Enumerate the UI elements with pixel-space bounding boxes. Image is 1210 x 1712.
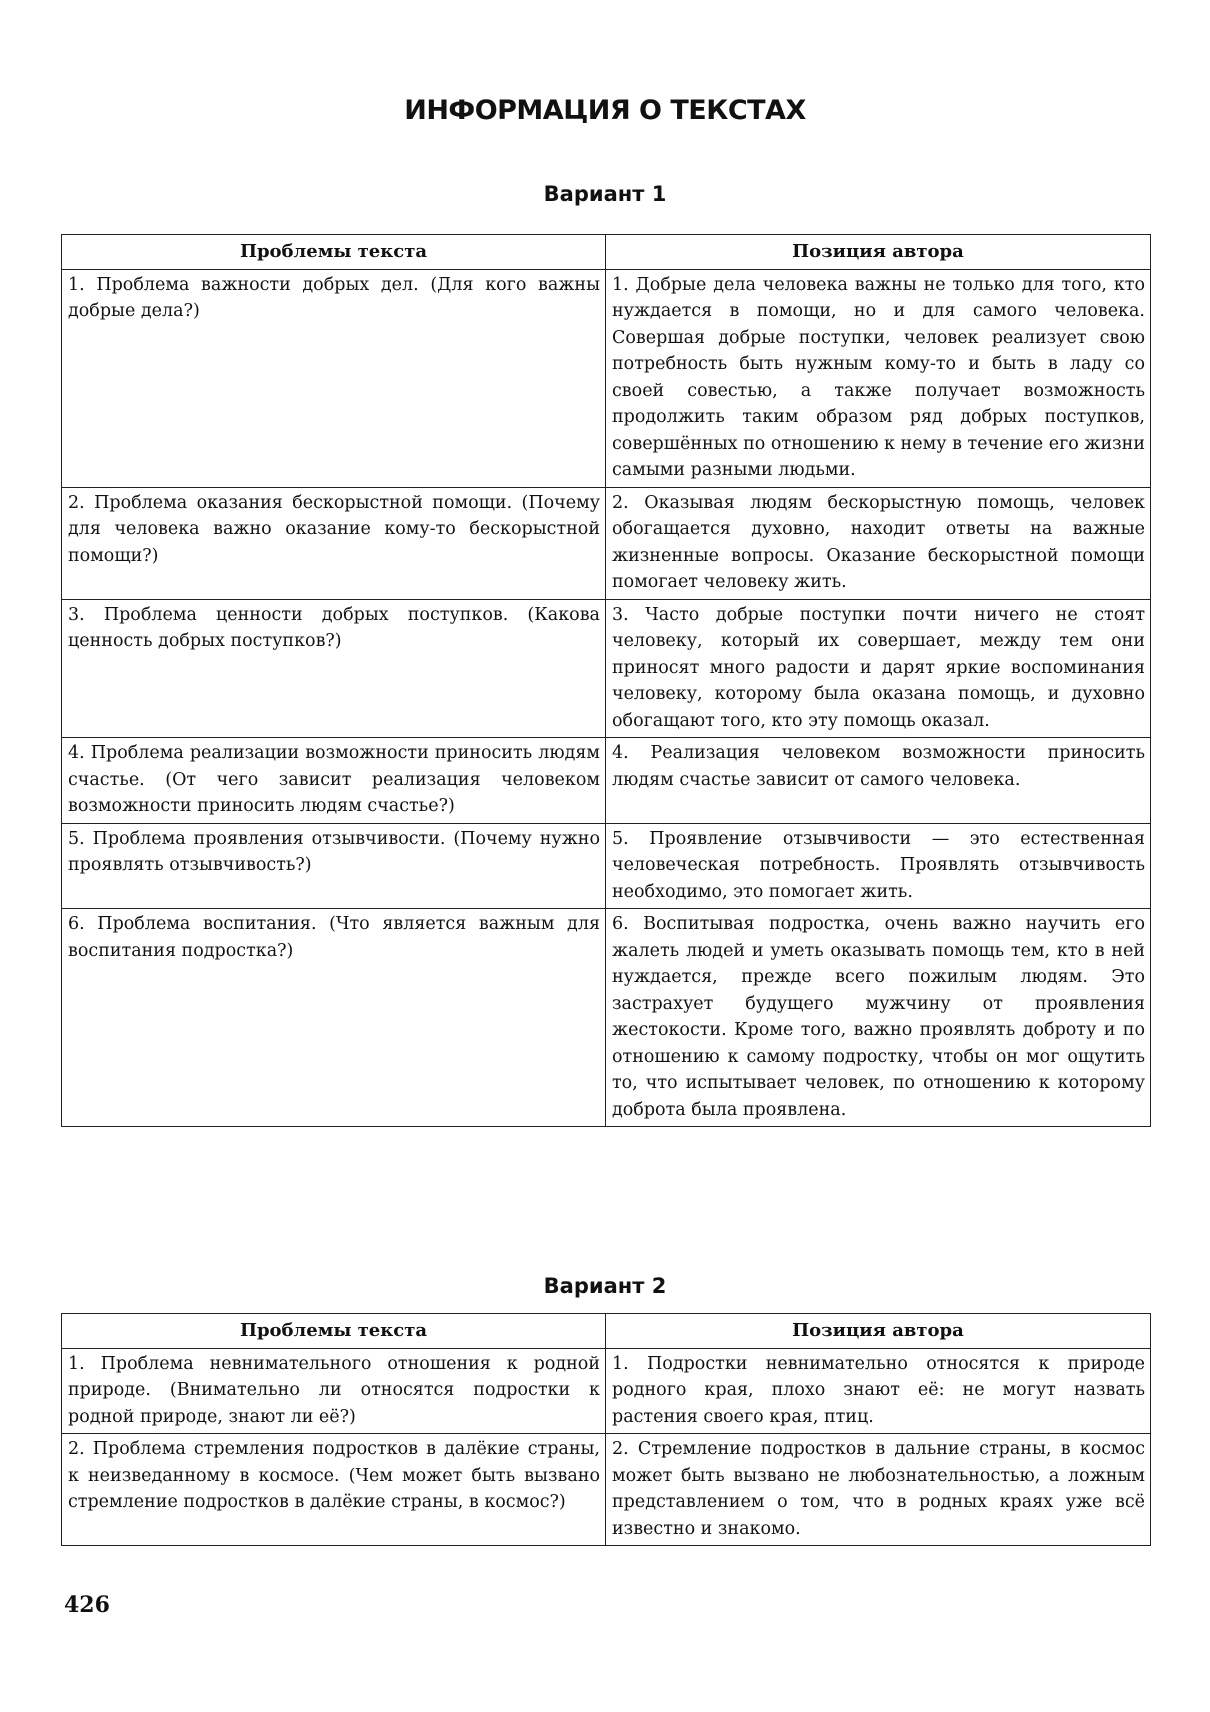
- problem-cell: 1. Проблема невнимательного отношения к родной природе. (Внимательно ли относятся подростки к родной природе, знают ли её?): [62, 1348, 606, 1434]
- position-cell: 4. Реализация человеком возможности приносить людям счастье зависит от самого человека.: [606, 738, 1151, 824]
- table-row: [62, 269, 1151, 487]
- position-cell: 6. Воспитывая подростка, очень важно научить его жалеть людей и уметь оказывать помощь тем, кто в ней нуждается, прежде всего пожилым людям. Это застрахует будущего мужчину от проявления жестокости. Кроме того, важно проявлять доброту и по отношению к самому подростку, чтобы он мог ощутить то, что испытывает человек, по отношению к которому доброта была проявлена.: [606, 909, 1151, 1127]
- position-cell: 3. Часто добрые поступки почти ничего не стоят человеку, который их совершает, между тем они приносят много радости и дарят яркие воспоминания человеку, которому была оказана помощь, и духовно обогащают того, кто эту помощь оказал.: [606, 599, 1151, 738]
- problem-cell: 1. Проблема важности добрых дел. (Для кого важны добрые дела?): [62, 269, 606, 487]
- position-cell: 2. Стремление подростков в дальние страны, в космос может быть вызвано не любознательностью, а ложным представлением о том, что в родных краях уже всё известно и знакомо.: [606, 1434, 1151, 1546]
- problem-cell: 2. Проблема стремления подростков в далёкие страны, к неизведанному в космосе. (Чем может быть вызвано стремление подростков в далёкие страны, в космос?): [62, 1434, 606, 1546]
- table-row: [62, 487, 1151, 599]
- table-row: [62, 599, 1151, 738]
- page-number: 426: [64, 1592, 110, 1618]
- table-row: [62, 1348, 1151, 1434]
- variant-2-table: [61, 1313, 1151, 1546]
- column-header-problems: Проблемы текста: [62, 1314, 606, 1349]
- position-cell: 1. Добрые дела человека важны не только для того, кто нуждается в помощи, но и для самого человека. Совершая добрые поступки, человек реализует свою потребность быть нужным кому-то и быть в ладу со своей совестью, а также получает возможность продолжить таким образом ряд добрых поступков, совершённых по отношению к нему в течение его жизни самыми разными людьми.: [606, 269, 1151, 487]
- table-row: [62, 909, 1151, 1127]
- variant-1-title: Вариант 1: [543, 182, 667, 206]
- variant-1-table: [61, 234, 1151, 1127]
- column-header-author-position: Позиция автора: [606, 235, 1151, 270]
- table-row: [62, 823, 1151, 909]
- position-cell: 1. Подростки невнимательно относятся к природе родного края, плохо знают её: не могут назвать растения своего края, птиц.: [606, 1348, 1151, 1434]
- position-cell: 5. Проявление отзывчивости — это естественная человеческая потребность. Проявлять отзывчивость необходимо, это помогает жить.: [606, 823, 1151, 909]
- problem-cell: 5. Проблема проявления отзывчивости. (Почему нужно проявлять отзывчивость?): [62, 823, 606, 909]
- table-header-row: [62, 235, 1151, 270]
- table-header-row: [62, 1314, 1151, 1349]
- column-header-author-position: Позиция автора: [606, 1314, 1151, 1349]
- variant-2-title: Вариант 2: [543, 1274, 667, 1298]
- table-row: [62, 738, 1151, 824]
- problem-cell: 6. Проблема воспитания. (Что является важным для воспитания подростка?): [62, 909, 606, 1127]
- column-header-problems: Проблемы текста: [62, 235, 606, 270]
- position-cell: 2. Оказывая людям бескорыстную помощь, человек обогащается духовно, находит ответы на важные жизненные вопросы. Оказание бескорыстной помощи помогает человеку жить.: [606, 487, 1151, 599]
- problem-cell: 3. Проблема ценности добрых поступков. (Какова ценность добрых поступков?): [62, 599, 606, 738]
- problem-cell: 2. Проблема оказания бескорыстной помощи. (Почему для человека важно оказание кому-то бескорыстной помощи?): [62, 487, 606, 599]
- problem-cell: 4. Проблема реализации возможности приносить людям счастье. (От чего зависит реализация человеком возможности приносить людям счастье?): [62, 738, 606, 824]
- table-row: [62, 1434, 1151, 1546]
- page-title: ИНФОРМАЦИЯ О ТЕКСТАХ: [404, 95, 806, 126]
